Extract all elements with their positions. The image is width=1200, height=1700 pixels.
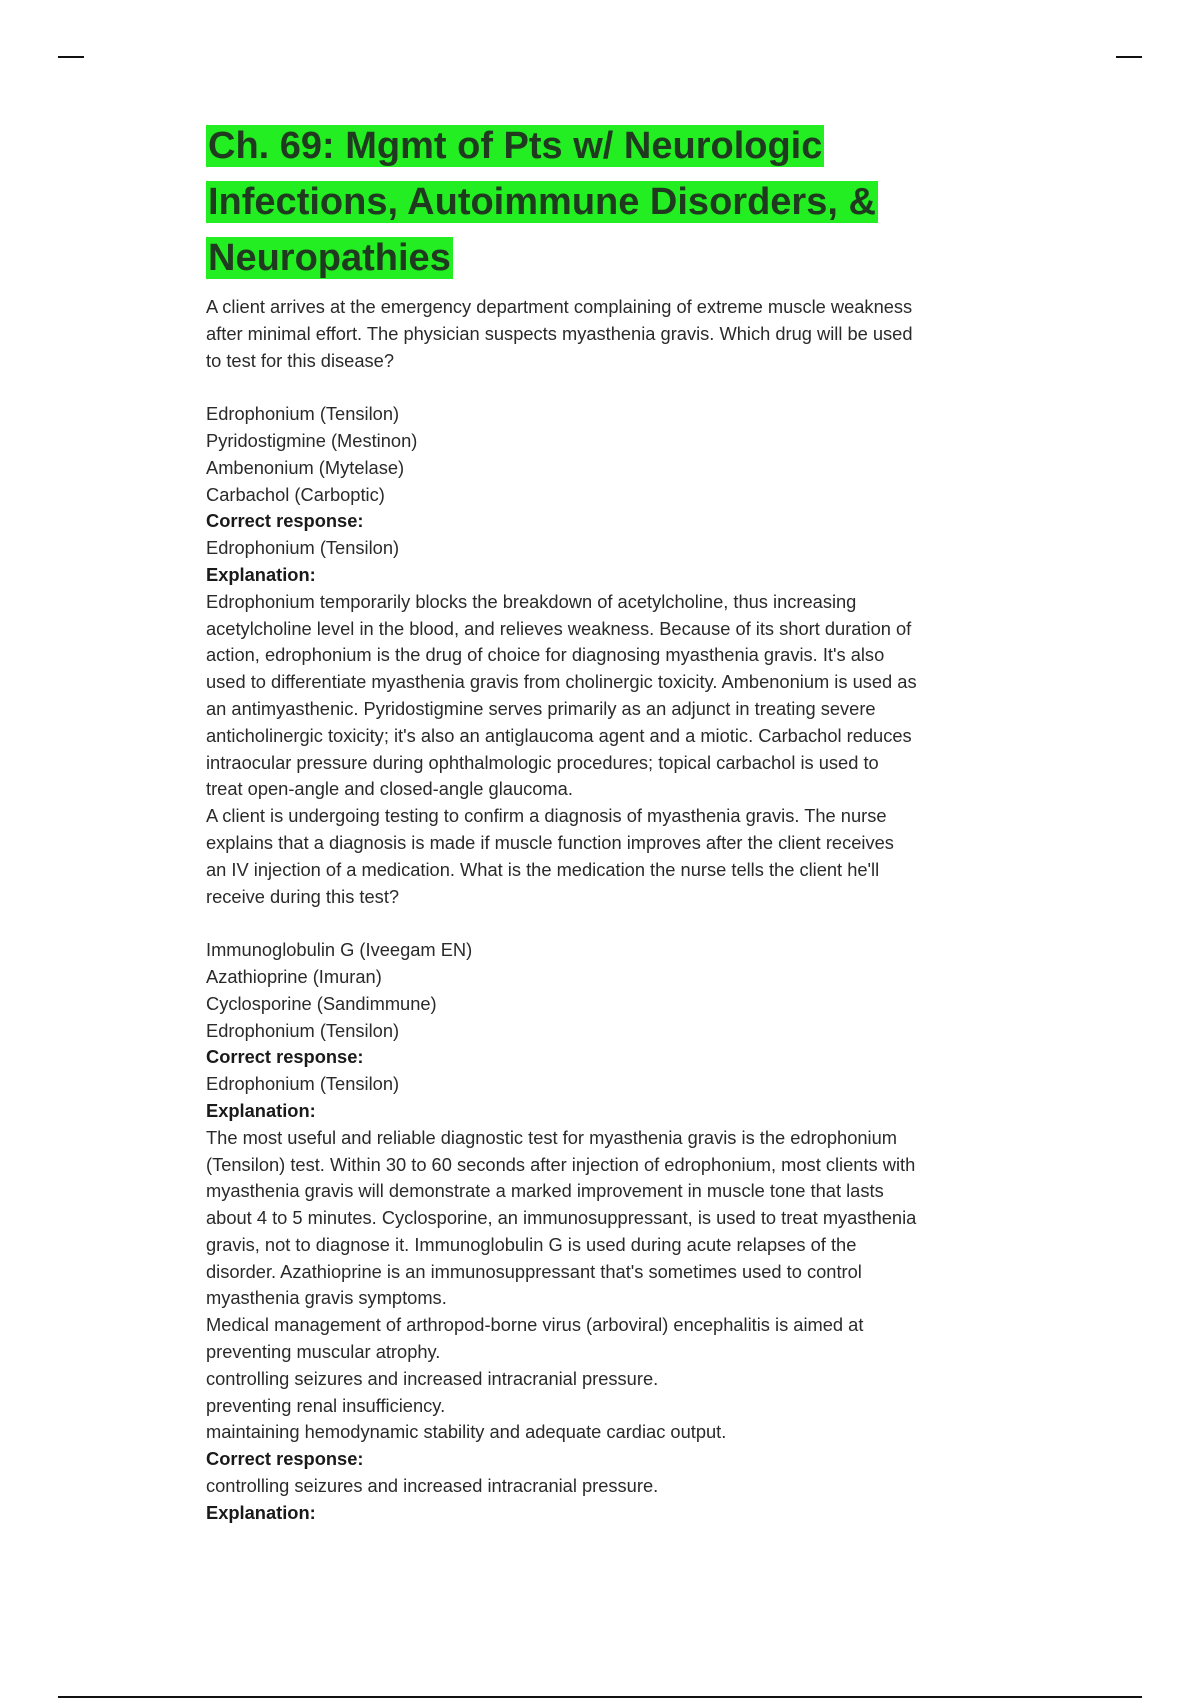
- explanation-line: anticholinergic toxicity; it's also an antiglaucoma agent and a miotic. Carbachol reduces: [206, 724, 912, 746]
- correct-response-label: Correct response:: [206, 510, 364, 532]
- answer-option: maintaining hemodynamic stability and adequate cardiac output.: [206, 1421, 727, 1443]
- explanation-line: The most useful and reliable diagnostic test for myasthenia gravis is the edrophonium: [206, 1126, 897, 1148]
- page-bottom-rule: [58, 1696, 1142, 1698]
- title-line: Ch. 69: Mgmt of Pts w/ Neurologic: [208, 125, 823, 167]
- answer-option: Carbachol (Carboptic): [206, 483, 385, 505]
- question-2: [206, 803, 1006, 1312]
- answer-option: Cyclosporine (Sandimmune): [206, 992, 437, 1014]
- title-line: Neuropathies: [208, 237, 451, 279]
- answer-option: Edrophonium (Tensilon): [206, 1019, 400, 1041]
- answer-option: preventing renal insufficiency.: [206, 1394, 446, 1416]
- question-stem-line: after minimal effort. The physician suspects myasthenia gravis. Which drug will be used: [206, 322, 913, 344]
- explanation-label: Explanation:: [206, 1501, 316, 1523]
- spacer: [206, 374, 1006, 401]
- answer-option: Pyridostigmine (Mestinon): [206, 429, 418, 451]
- correct-response-label: Correct response:: [206, 1448, 364, 1470]
- question-stem-line: receive during this test?: [206, 885, 400, 907]
- explanation-line: myasthenia gravis will demonstrate a marked improvement in muscle tone that lasts: [206, 1180, 884, 1202]
- explanation-line: acetylcholine level in the blood, and relieves weakness. Because of its short duration of: [206, 617, 912, 639]
- correct-response-answer: Edrophonium (Tensilon): [206, 537, 400, 559]
- explanation-line: an antimyasthenic. Pyridostigmine serves primarily as an adjunct in treating severe: [206, 697, 876, 719]
- explanation-line: action, edrophonium is the drug of choice for diagnosing myasthenia gravis. It's also: [206, 644, 885, 666]
- correct-response-answer: Edrophonium (Tensilon): [206, 1073, 400, 1095]
- answer-option: Ambenonium (Mytelase): [206, 456, 405, 478]
- page-title: [206, 118, 1006, 286]
- explanation-line: intraocular pressure during ophthalmologic procedures; topical carbachol is used to: [206, 751, 879, 773]
- question-stem-line: A client is undergoing testing to confirm a diagnosis of myasthenia gravis. The nurse: [206, 805, 887, 827]
- corner-mark-left: [58, 56, 84, 58]
- question-3: [206, 1312, 1006, 1526]
- question-stem-line: explains that a diagnosis is made if muscle function improves after the client receives: [206, 831, 894, 853]
- question-1: [206, 294, 1006, 803]
- answer-option: preventing muscular atrophy.: [206, 1341, 441, 1363]
- question-stem-line: Medical management of arthropod-borne virus (arboviral) encephalitis is aimed at: [206, 1314, 864, 1336]
- explanation-label: Explanation:: [206, 563, 316, 585]
- question-stem-line: A client arrives at the emergency department complaining of extreme muscle weakness: [206, 296, 913, 317]
- answer-option: Immunoglobulin G (Iveegam EN): [206, 939, 473, 961]
- spacer: [206, 910, 1006, 937]
- explanation-line: treat open-angle and closed-angle glaucoma.: [206, 778, 573, 800]
- answer-option: Edrophonium (Tensilon): [206, 403, 400, 425]
- explanation-line: used to differentiate myasthenia gravis from cholinergic toxicity. Ambenonium is used as: [206, 671, 917, 693]
- explanation-line: gravis, not to diagnose it. Immunoglobulin G is used during acute relapses of the: [206, 1233, 857, 1255]
- explanation-line: (Tensilon) test. Within 30 to 60 seconds after injection of edrophonium, most clients with: [206, 1153, 916, 1175]
- question-list: [206, 294, 1006, 1527]
- document-page: [206, 118, 1006, 1527]
- explanation-line: disorder. Azathioprine is an immunosuppressant that's sometimes used to control: [206, 1260, 862, 1282]
- correct-response-answer: controlling seizures and increased intracranial pressure.: [206, 1475, 659, 1497]
- explanation-line: Edrophonium temporarily blocks the breakdown of acetylcholine, thus increasing: [206, 590, 857, 612]
- answer-option: controlling seizures and increased intracranial pressure.: [206, 1367, 659, 1389]
- explanation-label: Explanation:: [206, 1099, 316, 1121]
- question-stem-line: to test for this disease?: [206, 349, 394, 371]
- answer-option: Azathioprine (Imuran): [206, 965, 382, 987]
- explanation-line: about 4 to 5 minutes. Cyclosporine, an immunosuppressant, is used to treat myasthenia: [206, 1207, 917, 1229]
- explanation-line: myasthenia gravis symptoms.: [206, 1287, 447, 1309]
- correct-response-label: Correct response:: [206, 1046, 364, 1068]
- question-stem-line: an IV injection of a medication. What is the medication the nurse tells the client he'll: [206, 858, 880, 880]
- corner-mark-right: [1116, 56, 1142, 58]
- title-line: Infections, Autoimmune Disorders, &: [208, 181, 876, 223]
